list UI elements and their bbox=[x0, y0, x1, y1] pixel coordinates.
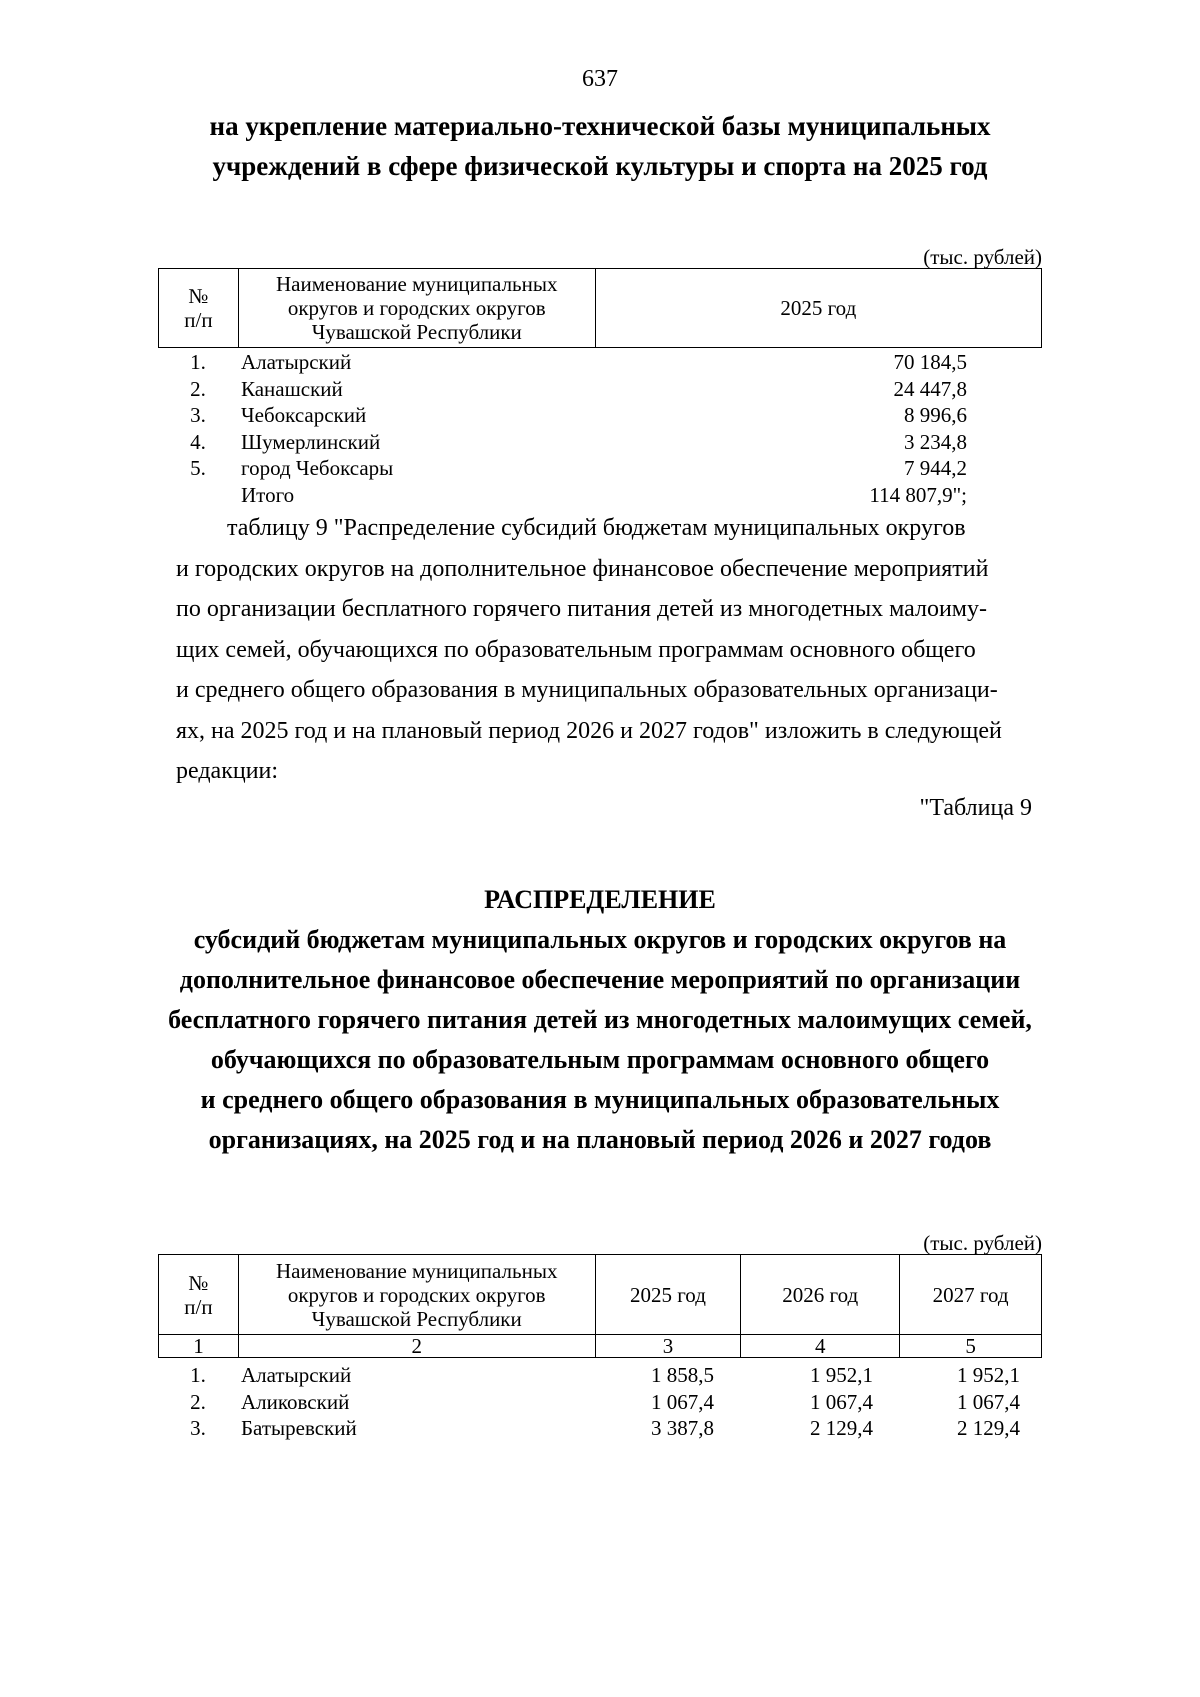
row-value-2025: 1 858,5 bbox=[651, 1363, 714, 1387]
table-row bbox=[158, 376, 1042, 403]
table9-heading: РАСПРЕДЕЛЕНИЕ bbox=[484, 885, 716, 914]
header-name bbox=[238, 269, 595, 348]
amendment-paragraph bbox=[176, 508, 1032, 792]
row-num: 3. bbox=[190, 1416, 206, 1441]
row-num bbox=[158, 482, 238, 509]
paragraph-line: и среднего общего образования в муниципальных образовательных организаци- bbox=[176, 677, 998, 703]
paragraph-line: ях, на 2025 год и на плановый период 2026 и 2027 годов" изложить в следующей bbox=[176, 717, 1002, 744]
row-num: 3. bbox=[190, 403, 206, 428]
row-value: 24 447,8 bbox=[893, 376, 967, 401]
column-number: 1 bbox=[159, 1335, 239, 1358]
header-name-line: округов и городских округов bbox=[287, 1282, 546, 1307]
row-value-2027: 1 952,1 bbox=[957, 1363, 1020, 1387]
header-name-line: Наименование муниципальных bbox=[275, 1258, 558, 1283]
row-num: 2. bbox=[190, 1389, 206, 1414]
table9-header-row bbox=[159, 1255, 1042, 1335]
table9-title bbox=[140, 880, 1060, 1160]
table8-body bbox=[158, 349, 1042, 509]
row-num: 1. bbox=[190, 350, 206, 374]
header-num bbox=[159, 1255, 239, 1335]
row-name: Аликовский bbox=[241, 1389, 350, 1414]
paragraph-line: по организации бесплатного горячего питания детей из многодетных малоиму- bbox=[176, 596, 987, 622]
table9-units: (тыс. рублей) bbox=[923, 1231, 1042, 1255]
paragraph-line: щих семей, обучающихся по образовательным программам основного общего bbox=[176, 636, 976, 663]
table8 bbox=[158, 268, 1042, 348]
paragraph-line: таблицу 9 "Распределение субсидий бюджетам муниципальных округов bbox=[227, 515, 966, 541]
row-name: Канашский bbox=[241, 376, 343, 401]
row-value-2025: 3 387,8 bbox=[651, 1416, 714, 1441]
row-value-2026: 1 952,1 bbox=[810, 1363, 873, 1387]
table-row bbox=[158, 1415, 1042, 1442]
row-value: 7 944,2 bbox=[904, 456, 967, 481]
row-name: Итого bbox=[241, 482, 295, 507]
row-value: 114 807,9"; bbox=[869, 482, 967, 507]
table8-units: (тыс. рублей) bbox=[923, 245, 1042, 269]
column-number: 2 bbox=[238, 1335, 595, 1358]
row-value-2026: 2 129,4 bbox=[810, 1416, 873, 1441]
page-number: 637 bbox=[582, 66, 618, 92]
table9-subtitle-line: обучающихся по образовательным программам основного общего bbox=[210, 1045, 990, 1074]
table8-header-row bbox=[159, 269, 1042, 348]
header-name-line: округов и городских округов bbox=[287, 296, 546, 320]
table9-subtitle-line: бесплатного горячего питания детей из многодетных малоимущих семей, bbox=[168, 1005, 1032, 1034]
column-number: 3 bbox=[595, 1335, 741, 1358]
header-name-line: Чувашской Республики bbox=[311, 320, 522, 344]
row-num: 1. bbox=[190, 1363, 206, 1387]
row-name: город Чебоксары bbox=[241, 456, 394, 481]
row-value-2027: 1 067,4 bbox=[957, 1389, 1020, 1414]
table9-body bbox=[158, 1362, 1042, 1442]
table-row bbox=[158, 429, 1042, 456]
row-value: 70 184,5 bbox=[893, 350, 967, 374]
header-name bbox=[238, 1255, 595, 1335]
paragraph-line: редакции: bbox=[176, 758, 279, 784]
table8-title-line: учреждений в сфере физической культуры и спорта на 2025 год bbox=[212, 151, 988, 181]
header-year-2026: 2026 год bbox=[741, 1255, 900, 1335]
column-number: 4 bbox=[741, 1335, 900, 1358]
table9-subtitle-line: и среднего общего образования в муниципальных образовательных bbox=[200, 1085, 1000, 1114]
table9 bbox=[158, 1254, 1042, 1358]
header-year-2025: 2025 год bbox=[595, 1255, 741, 1335]
table9-label: "Таблица 9 bbox=[919, 795, 1032, 821]
table-row bbox=[158, 402, 1042, 429]
row-num: 2. bbox=[190, 376, 206, 401]
row-num: 4. bbox=[190, 429, 206, 454]
table9-subtitle-line: дополнительное финансовое обеспечение мероприятий по организации bbox=[179, 965, 1021, 994]
row-name: Шумерлинский bbox=[241, 429, 381, 454]
table8-title bbox=[160, 106, 1040, 186]
table-row bbox=[158, 349, 1042, 376]
header-num-symbol: № bbox=[188, 1270, 209, 1295]
table-row bbox=[158, 1389, 1042, 1416]
row-value: 8 996,6 bbox=[904, 403, 967, 428]
row-value-2027: 2 129,4 bbox=[957, 1416, 1020, 1441]
table9-subtitle-line: субсидий бюджетам муниципальных округов и городских округов на bbox=[193, 925, 1007, 954]
row-value-2026: 1 067,4 bbox=[810, 1389, 873, 1414]
header-name-line: Чувашской Республики bbox=[311, 1306, 522, 1331]
row-value: 3 234,8 bbox=[904, 429, 967, 454]
table8-title-line: на укрепление материально-технической базы муниципальных bbox=[209, 111, 991, 141]
row-name: Алатырский bbox=[241, 350, 352, 374]
row-name: Батыревский bbox=[241, 1416, 357, 1441]
table-row-total bbox=[158, 482, 1042, 509]
table-row bbox=[158, 1362, 1042, 1389]
header-num bbox=[159, 269, 239, 348]
paragraph-line: и городских округов на дополнительное финансовое обеспечение мероприятий bbox=[176, 555, 989, 582]
table-row bbox=[158, 455, 1042, 482]
row-num: 5. bbox=[190, 456, 206, 481]
header-num-pp: п/п bbox=[184, 308, 213, 332]
header-year-2027: 2027 год bbox=[900, 1255, 1042, 1335]
row-name: Чебоксарский bbox=[241, 403, 367, 428]
row-name: Алатырский bbox=[241, 1363, 352, 1387]
row-value-2025: 1 067,4 bbox=[651, 1389, 714, 1414]
header-name-line: Наименование муниципальных bbox=[276, 272, 558, 296]
header-num-symbol: № bbox=[188, 284, 209, 308]
column-numbers-row bbox=[159, 1335, 1042, 1358]
column-number: 5 bbox=[900, 1335, 1042, 1358]
header-year-2025: 2025 год bbox=[595, 269, 1041, 348]
table9-subtitle-line: организациях, на 2025 год и на плановый период 2026 и 2027 годов bbox=[208, 1125, 992, 1154]
header-num-pp: п/п bbox=[184, 1294, 213, 1319]
